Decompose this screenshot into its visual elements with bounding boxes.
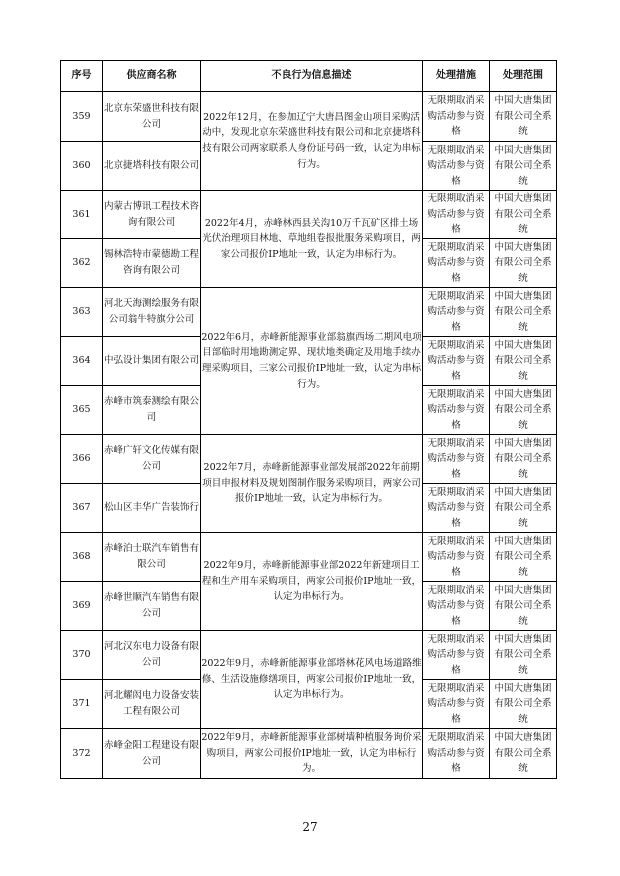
row-measure: 无限期取消采购活动参与资格	[423, 484, 490, 533]
row-seq: 363	[61, 288, 103, 337]
row-seq: 371	[61, 680, 103, 729]
row-scope: 中国大唐集团有限公司全系统	[490, 435, 557, 484]
row-supplier: 中弘设计集团有限公司	[103, 337, 201, 386]
row-scope: 中国大唐集团有限公司全系统	[490, 631, 557, 680]
row-description: 2022年9月，赤峰新能源事业部树墙种植服务询价采购项目，两家公司报价IP地址一致，认定为串标行为。	[201, 729, 423, 779]
row-seq: 359	[61, 92, 103, 142]
header-row	[61, 61, 557, 92]
header-measure: 处理措施	[423, 61, 490, 92]
row-measure: 无限期取消采购活动参与资格	[423, 288, 490, 337]
table-row	[61, 288, 557, 337]
row-scope: 中国大唐集团有限公司全系统	[490, 288, 557, 337]
row-seq: 370	[61, 631, 103, 680]
row-description: 2022年9月，赤峰新能源事业部2022年新建项目工程和生产用车采购项目，两家公司报价IP地址一致，认定为串标行为。	[201, 533, 423, 631]
header-description: 不良行为信息描述	[201, 61, 423, 92]
row-measure: 无限期取消采购活动参与资格	[423, 239, 490, 288]
row-scope: 中国大唐集团有限公司全系统	[490, 680, 557, 729]
row-measure: 无限期取消采购活动参与资格	[423, 729, 490, 779]
table-row	[61, 191, 557, 239]
row-seq: 367	[61, 484, 103, 533]
table-row	[61, 435, 557, 484]
row-seq: 372	[61, 729, 103, 779]
table-row	[61, 533, 557, 582]
row-seq: 362	[61, 239, 103, 288]
row-supplier: 河北天海测绘服务有限公司翁牛特旗分公司	[103, 288, 201, 337]
page-number: 27	[302, 820, 318, 834]
row-measure: 无限期取消采购活动参与资格	[423, 631, 490, 680]
row-seq: 360	[61, 142, 103, 191]
row-scope: 中国大唐集团有限公司全系统	[490, 386, 557, 435]
row-supplier: 内蒙古博讯工程技术咨询有限公司	[103, 191, 201, 239]
row-measure: 无限期取消采购活动参与资格	[423, 533, 490, 582]
row-supplier: 河北耀闳电力设备安装工程有限公司	[103, 680, 201, 729]
row-measure: 无限期取消采购活动参与资格	[423, 582, 490, 631]
row-scope: 中国大唐集团有限公司全系统	[490, 337, 557, 386]
row-scope: 中国大唐集团有限公司全系统	[490, 239, 557, 288]
row-scope: 中国大唐集团有限公司全系统	[490, 533, 557, 582]
row-supplier: 赤峰金阳工程建设有限公司	[103, 729, 201, 779]
row-measure: 无限期取消采购活动参与资格	[423, 680, 490, 729]
row-scope: 中国大唐集团有限公司全系统	[490, 484, 557, 533]
row-seq: 361	[61, 191, 103, 239]
row-measure: 无限期取消采购活动参与资格	[423, 92, 490, 142]
row-description: 2022年9月，赤峰新能源事业部塔林花风电场道路维修、生活设施修缮项目，两家公司报价IP地址一致，认定为串标行为。	[201, 631, 423, 729]
table-row	[61, 729, 557, 779]
row-scope: 中国大唐集团有限公司全系统	[490, 142, 557, 191]
row-supplier: 赤峰泊士联汽车销售有限公司	[103, 533, 201, 582]
row-description: 2022年4月，赤峰林西县关沟10万千瓦矿区排土场光伏治理项目林地、草地组卷报批服务采购项目，两家公司报价IP地址一致，认定为串标行为。	[201, 191, 423, 288]
header-scope: 处理范围	[490, 61, 557, 92]
row-scope: 中国大唐集团有限公司全系统	[490, 191, 557, 239]
table-row	[61, 92, 557, 142]
header-seq: 序号	[61, 61, 103, 92]
table-row	[61, 631, 557, 680]
row-supplier: 河北汉东电力设备有限公司	[103, 631, 201, 680]
row-seq: 368	[61, 533, 103, 582]
row-description: 2022年6月，赤峰新能源事业部翁旗西场二期风电项目部临时用地勘测定界、现状地类确定及用地手续办理采购项目，三家公司报价IP地址一致，认定为串标行为。	[201, 288, 423, 435]
header-supplier: 供应商名称	[103, 61, 201, 92]
row-scope: 中国大唐集团有限公司全系统	[490, 729, 557, 779]
row-scope: 中国大唐集团有限公司全系统	[490, 92, 557, 142]
row-seq: 366	[61, 435, 103, 484]
row-seq: 369	[61, 582, 103, 631]
row-supplier: 松山区丰华广告装饰行	[103, 484, 201, 533]
row-measure: 无限期取消采购活动参与资格	[423, 337, 490, 386]
row-supplier: 赤峰世顺汽车销售有限公司	[103, 582, 201, 631]
row-supplier: 北京东荣盛世科技有限公司	[103, 92, 201, 142]
row-supplier: 赤峰广轩文化传媒有限公司	[103, 435, 201, 484]
row-supplier: 赤峰市筑泰测绘有限公司	[103, 386, 201, 435]
row-seq: 365	[61, 386, 103, 435]
row-measure: 无限期取消采购活动参与资格	[423, 386, 490, 435]
row-measure: 无限期取消采购活动参与资格	[423, 191, 490, 239]
row-seq: 364	[61, 337, 103, 386]
row-supplier: 北京捷塔科技有限公司	[103, 142, 201, 191]
penalty-table	[60, 60, 557, 779]
row-scope: 中国大唐集团有限公司全系统	[490, 582, 557, 631]
row-measure: 无限期取消采购活动参与资格	[423, 435, 490, 484]
row-measure: 无限期取消采购活动参与资格	[423, 142, 490, 191]
row-supplier: 锡林浩特市蒙德勘工程咨询有限公司	[103, 239, 201, 288]
row-description: 2022年7月，赤峰新能源事业部发展部2022年前期项目申报材料及规划图制作服务采购项目，两家公司报价IP地址一致，认定为串标行为。	[201, 435, 423, 533]
row-description: 2022年12月，在参加辽宁大唐昌图金山项目采购活动中，发现北京东荣盛世科技有限公司和北京捷塔科技有限公司两家联系人身份证号码一致，认定为串标行为。	[201, 92, 423, 191]
